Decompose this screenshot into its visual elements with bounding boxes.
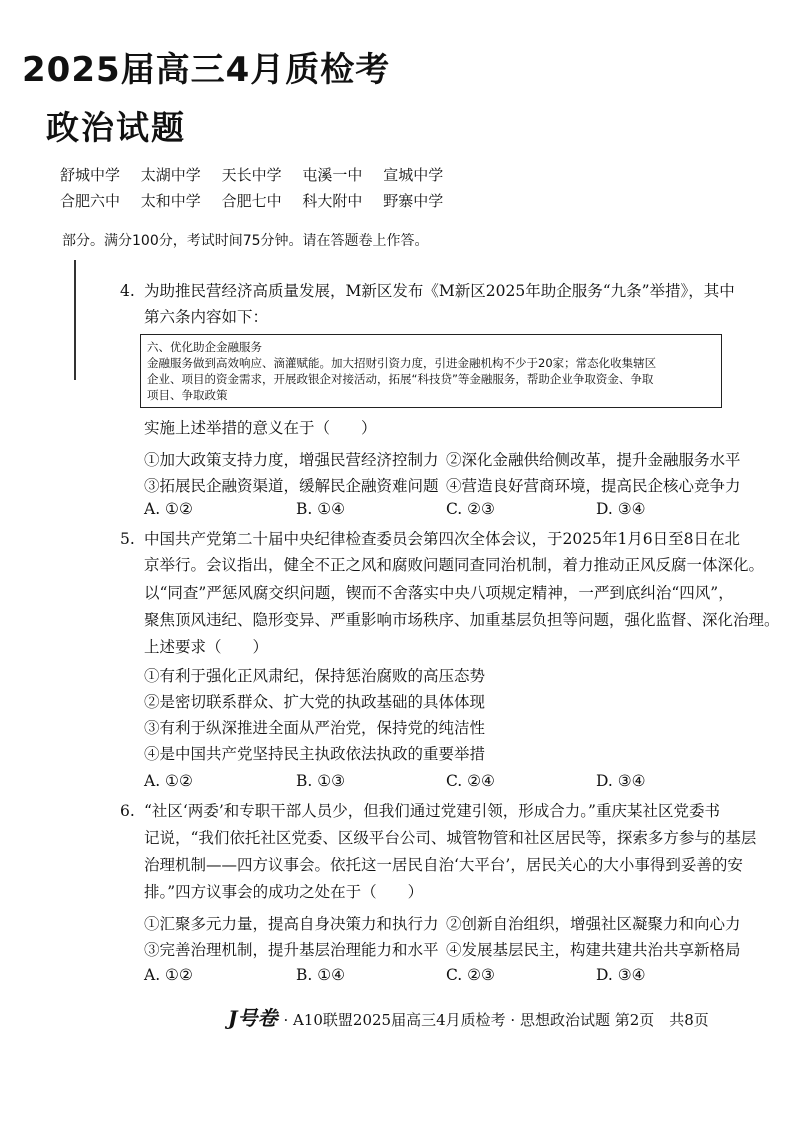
exam-title: 2025届高三4月质检考 <box>22 50 391 90</box>
statement: ①加大政策支持力度，增强民营经济控制力 <box>144 451 439 469</box>
statement: ②深化金融供给侧改革，提升金融服务水平 <box>446 451 741 469</box>
brand-logo: J号卷 <box>228 1006 278 1030</box>
question-number: 4. <box>120 282 135 300</box>
choice-b[interactable]: B. ①③ <box>296 772 346 790</box>
choice-a[interactable]: A. ①② <box>144 500 193 518</box>
choice-b[interactable]: B. ①④ <box>296 966 346 984</box>
question-text: 中国共产党第二十届中央纪律检查委员会第四次全体会议，于2025年1月6日至8日在北 <box>144 530 741 548</box>
statement: ③有利于纵深推进全面从严治党，保持党的纯洁性 <box>144 719 486 737</box>
choice-c[interactable]: C. ②③ <box>446 500 495 518</box>
choice-c[interactable]: C. ②③ <box>446 966 495 984</box>
school-name: 太湖中学 <box>140 166 201 184</box>
excerpt-line: 企业、项目的资金需求，开展政银企对接活动，拓展“科技贷”等金融服务，帮助企业争取资金、争取 <box>147 372 654 386</box>
question-number: 6. <box>120 802 135 820</box>
excerpt-line: 项目、争取政策 <box>147 388 228 402</box>
school-name: 舒城中学 <box>60 166 121 184</box>
question-text: 以“同查”严惩风腐交织问题，锲而不舍落实中央八项规定精神，一严到底纠治“四风”， <box>144 584 734 602</box>
school-name: 野寨中学 <box>383 192 444 210</box>
school-name: 宣城中学 <box>383 166 444 184</box>
choice-d[interactable]: D. ③④ <box>596 966 646 984</box>
statement: ④是中国共产党坚持民主执政依法执政的重要举措 <box>144 745 486 763</box>
school-name: 科大附中 <box>302 192 363 210</box>
school-name: 太和中学 <box>140 192 201 210</box>
choice-d[interactable]: D. ③④ <box>596 772 646 790</box>
question-stem: 上述要求（ ） <box>144 638 269 656</box>
statement: ②创新自治组织，增强社区凝聚力和向心力 <box>446 915 741 933</box>
school-list-row2 <box>60 190 459 211</box>
question-text: 京举行。会议指出，健全不正之风和腐败问题同查同治机制，着力推动正风反腐一体深化。 <box>144 556 765 574</box>
statement: ①有利于强化正风肃纪，保持惩治腐败的高压态势 <box>144 667 486 685</box>
choice-a[interactable]: A. ①② <box>144 772 193 790</box>
footer-text: · A10联盟2025届高三4月质检考 · 思想政治试题 第2页 共8页 <box>283 1011 709 1029</box>
choice-a[interactable]: A. ①② <box>144 966 193 984</box>
choice-b[interactable]: B. ①④ <box>296 500 346 518</box>
policy-excerpt-box <box>140 334 722 408</box>
question-text: 聚焦顶风违纪、隐形变异、严重影响市场秩序、加重基层负担等问题，强化监督、深化治理。 <box>144 611 780 629</box>
choice-d[interactable]: D. ③④ <box>596 500 646 518</box>
margin-divider <box>74 260 76 380</box>
question-text: 第六条内容如下： <box>144 308 269 326</box>
choice-c[interactable]: C. ②④ <box>446 772 495 790</box>
statement: ③完善治理机制，提升基层治理能力和水平 <box>144 941 439 959</box>
question-stem: 实施上述举措的意义在于（ ） <box>144 419 377 437</box>
question-stem: 排。”四方议事会的成功之处在于（ ） <box>144 883 424 901</box>
excerpt-line: 六、优化助企金融服务 <box>147 340 262 354</box>
excerpt-line: 金融服务做到高效响应、滴灌赋能。加大招财引资力度，引进金融机构不少于20家；常态化收集辖区 <box>147 356 657 370</box>
school-name: 合肥七中 <box>221 192 282 210</box>
school-list-row1 <box>60 164 459 185</box>
statement: ①汇聚多元力量，提高自身决策力和执行力 <box>144 915 439 933</box>
statement: ④营造良好营商环境，提高民企核心竞争力 <box>446 477 741 495</box>
school-name: 屯溪一中 <box>302 166 363 184</box>
statement: ③拓展民企融资渠道，缓解民企融资难问题 <box>144 477 439 495</box>
question-number: 5. <box>120 530 135 548</box>
school-name: 天长中学 <box>221 166 282 184</box>
exam-notice: 部分。满分100分，考试时间75分钟。请在答题卷上作答。 <box>62 233 429 249</box>
page-footer <box>228 1002 709 1031</box>
question-text: “社区‘两委’和专职干部人员少，但我们通过党建引领，形成合力。”重庆某社区党委书 <box>144 802 720 820</box>
question-text: 记说，“我们依托社区党委、区级平台公司、城管物管和社区居民等，探索多方参与的基层 <box>144 829 757 847</box>
subject-title: 政治试题 <box>46 108 186 147</box>
question-text: 治理机制——四方议事会。依托这一居民自治‘大平台’，居民关心的大小事得到妥善的安 <box>144 856 743 874</box>
statement: ②是密切联系群众、扩大党的执政基础的具体体现 <box>144 693 486 711</box>
statement: ④发展基层民主，构建共建共治共享新格局 <box>446 941 741 959</box>
school-name: 合肥六中 <box>60 192 121 210</box>
question-text: 为助推民营经济高质量发展，M新区发布《M新区2025年助企服务“九条”举措》，其中 <box>144 282 735 300</box>
